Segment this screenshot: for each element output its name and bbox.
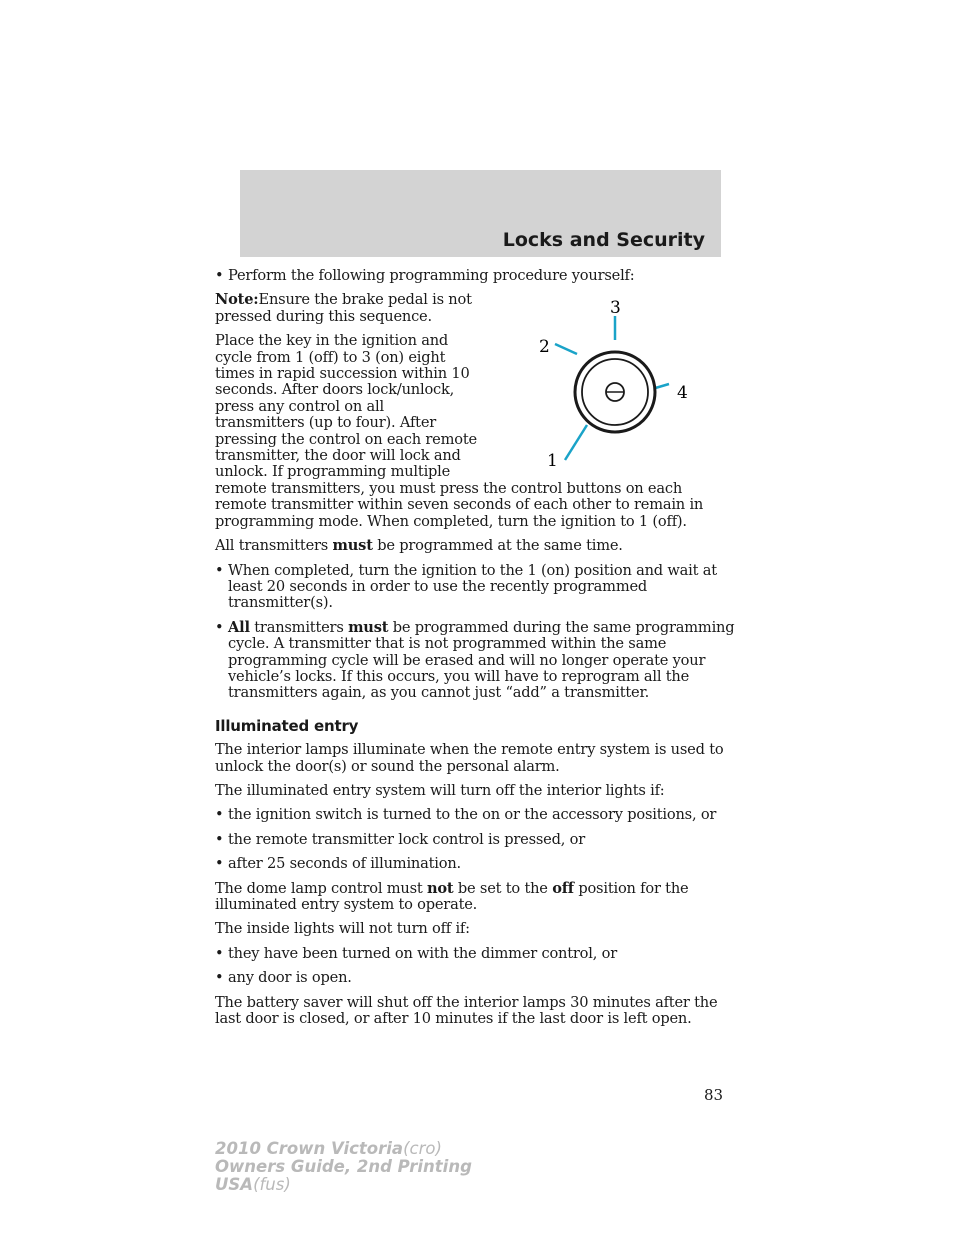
footer-region: USA — [215, 1175, 254, 1194]
bullet-text: Perform the following programming procedure yourself: — [228, 267, 635, 284]
footer-line-3 — [215, 1176, 472, 1194]
footer-region-code: (fus) — [253, 1175, 291, 1194]
bullet-dot: • — [215, 944, 224, 962]
bullet-text: they have been turned on with the dimmer control, or — [228, 944, 617, 962]
footer-line-2 — [215, 1158, 472, 1176]
text-span: The dome lamp control must — [215, 879, 427, 897]
footer-printing: Owners Guide, 2nd Printing — [215, 1157, 472, 1176]
bullet-text — [228, 620, 735, 702]
section-header-band — [240, 170, 721, 257]
dome-lamp-paragraph — [215, 881, 735, 914]
illuminated-paragraph-2: The illuminated entry system will turn off the interior lights if: — [215, 781, 665, 799]
bullet-item — [215, 268, 735, 284]
illuminated-paragraph-1: The interior lamps illuminate when the remote entry system is used to unlock the door(s) or sound the personal alarm. — [215, 741, 724, 775]
text-span: position for the illuminated entry system to operate. — [215, 879, 689, 913]
inside-lights-paragraph: The inside lights will not turn off if: — [215, 920, 470, 938]
note-label: Note: — [215, 291, 259, 309]
bullet-dot: • — [215, 855, 224, 873]
emphasis-must: must — [332, 537, 373, 555]
position-label-1: 1 — [547, 451, 558, 472]
bullet-dot: • — [215, 618, 224, 636]
text-span: be programmed at the same time. — [372, 537, 623, 555]
emphasis-all: All — [228, 618, 250, 636]
ignition-position-diagram — [485, 288, 745, 474]
text-span: be programmed during the same programming cycle. A transmitter that is not programmed within the same programming cycle will be erased and will no longer operate your vehicle’s locks. If this occurs, you will have to reprogram all the transmitters again, as you cannot just “add” a transmitter. — [228, 618, 735, 702]
bullet-item — [215, 856, 735, 872]
bullet-text: any door is open. — [228, 969, 352, 987]
all-transmitters-paragraph — [215, 538, 735, 554]
bullet-dot: • — [215, 969, 224, 987]
footer-line-1 — [215, 1140, 472, 1158]
page-number: 83 — [704, 1086, 724, 1104]
emphasis-off: off — [552, 879, 574, 897]
emphasis-must: must — [348, 618, 389, 636]
bullet-item — [215, 807, 735, 823]
bullet-dot: • — [215, 806, 224, 824]
bullet-item — [215, 946, 735, 962]
battery-saver-paragraph: The battery saver will shut off the interior lamps 30 minutes after the last door is closed, or after 10 minutes if the last door is left open. — [215, 993, 718, 1028]
section-heading: Illuminated entry — [215, 716, 359, 735]
bullet-text: after 25 seconds of illumination. — [228, 855, 461, 873]
bullet-item — [215, 563, 735, 612]
bullet-text: the remote transmitter lock control is pressed, or — [228, 830, 585, 848]
bullet-text: When completed, turn the ignition to the 1 (on) position and wait at least 20 seconds in order to use the recently programmed transmitter(s). — [228, 561, 717, 612]
position-label-2: 2 — [539, 337, 550, 358]
text-span: transmitters — [249, 618, 349, 636]
position-1-line — [565, 425, 587, 460]
bullet-dot: • — [215, 267, 224, 284]
text-span: All transmitters — [215, 537, 333, 555]
procedure-paragraph: Place the key in the ignition and cycle from 1 (off) to 3 (on) eight times in rapid succession within 10 seconds. After doors lock/unlock, press any control on all transmitters (up to four). After pressing the control on each remote transmitter, the door will lock and unlock. If programming multiple remote transmitters, you must press the control buttons on each remote transmitter within seven seconds of each other to remain in programming mode. When completed, turn the ignition to 1 (off). — [215, 332, 704, 530]
bullet-item — [215, 832, 735, 848]
page-content — [215, 268, 735, 1035]
note-text: Ensure the brake pedal is not pressed during this sequence. — [215, 291, 472, 325]
position-label-4: 4 — [677, 383, 688, 404]
document-footer — [215, 1140, 472, 1194]
emphasis-not: not — [426, 879, 454, 897]
footer-code: (cro) — [403, 1139, 442, 1158]
footer-model: 2010 Crown Victoria — [215, 1139, 404, 1158]
bullet-item — [215, 970, 735, 986]
bullet-item — [215, 620, 735, 702]
bullet-dot: • — [215, 830, 224, 848]
text-span: be set to the — [453, 879, 553, 897]
section-title: Locks and Security — [502, 229, 705, 251]
bullet-dot: • — [215, 561, 224, 579]
bullet-text: the ignition switch is turned to the on or the accessory positions, or — [228, 806, 717, 824]
position-label-3: 3 — [610, 298, 621, 319]
position-2-line — [555, 344, 577, 354]
